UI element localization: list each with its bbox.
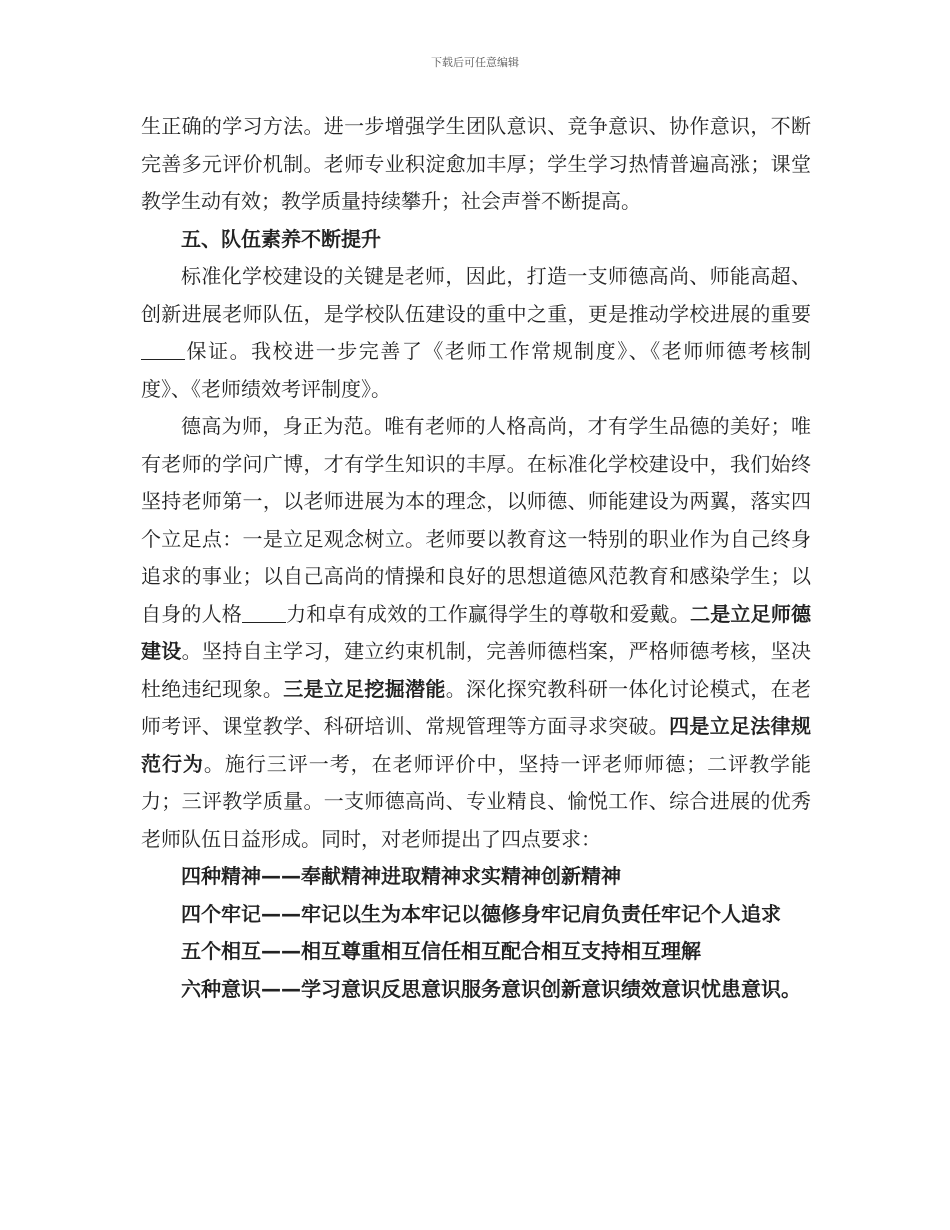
text-segment: 。深化探究教科研一体化讨论模式，在老师考评、课堂教学、科研培训、常规管理等方面寻求突破。 xyxy=(141,676,811,738)
paragraph-intro: 生正确的学习方法。进一步增强学生团队意识、竞争意识、协作意识，不断完善多元评价机制。老师专业积淀愈加丰厚；学生学习热情普遍高涨；课堂教学生动有效；教学质量持续攀升；社会声誉不断提高。 xyxy=(141,114,811,213)
text-segment: 保证。我校进一步完善了《老师工作常规制度》、《老师师德考核制度》、《老师绩效考评制度》。 xyxy=(141,339,811,401)
requirement-four-remembers: 四个牢记——牢记以生为本牢记以德修身牢记肩负责任牢记个人追求 xyxy=(181,901,781,926)
text-segment: 力和卓有成效的工作赢得学生的尊敬和爱戴。 xyxy=(285,601,691,626)
requirement-five-mutual: 五个相互——相互尊重相互信任相互配合相互支持相互理解 xyxy=(181,939,701,963)
text-segment: 。坚持自主学习，建立约束机制，完善师德档案，严格师德考核，坚决杜绝违纪现象。 xyxy=(141,639,811,701)
section-heading-5: 五、队伍素养不断提升 xyxy=(181,226,381,251)
page-header: 下载后可任意编辑 xyxy=(431,56,519,69)
bold-point-2: 二是立足师德建设 xyxy=(141,601,812,663)
requirement-six-awareness: 六种意识——学习意识反思意识服务意识创新意识绩效意识忧患意识。 xyxy=(181,976,801,1001)
paragraph-team-key xyxy=(141,258,811,408)
text-segment: 。施行三评一考，在老师评价中，坚持一评老师师德；二评教学能力；三评教学质量。一支师德高尚、专业精良、愉悦工作、综合进展的优秀老师队伍日益形成。同时，对老师提出了四点要求： xyxy=(141,751,812,851)
document-body xyxy=(141,108,811,1008)
bold-point-3: 三是立足挖掘潜能 xyxy=(283,676,446,701)
requirement-four-spirits: 四种精神——奉献精神进取精神求实精神创新精神 xyxy=(181,864,621,888)
bold-point-4: 四是立足法律规范行为 xyxy=(141,714,811,776)
paragraph-teacher-ethics xyxy=(141,408,811,858)
text-segment: 标准化学校建设的关键是老师，因此，打造一支师德高尚、师能高超、创新进展老师队伍，是学校队伍建设的重中之重，更是推动学校进展的重要 xyxy=(141,264,811,326)
blank-underline xyxy=(242,602,286,623)
blank-underline xyxy=(141,339,185,360)
text-segment: 德高为师，身正为范。唯有老师的人格高尚，才有学生品德的美好；唯有老师的学问广博，才有学生知识的丰厚。在标准化学校建设中，我们始终坚持老师第一，以老师进展为本的理念，以师德、师能建设为两翼，落实四个立足点：一是立足观念树立。老师要以教育这一特别的职业作为自己终身追求的事业；以自己高尚的情操和良好的思想道德风范教育和感染学生；以自身的人格 xyxy=(141,414,811,626)
